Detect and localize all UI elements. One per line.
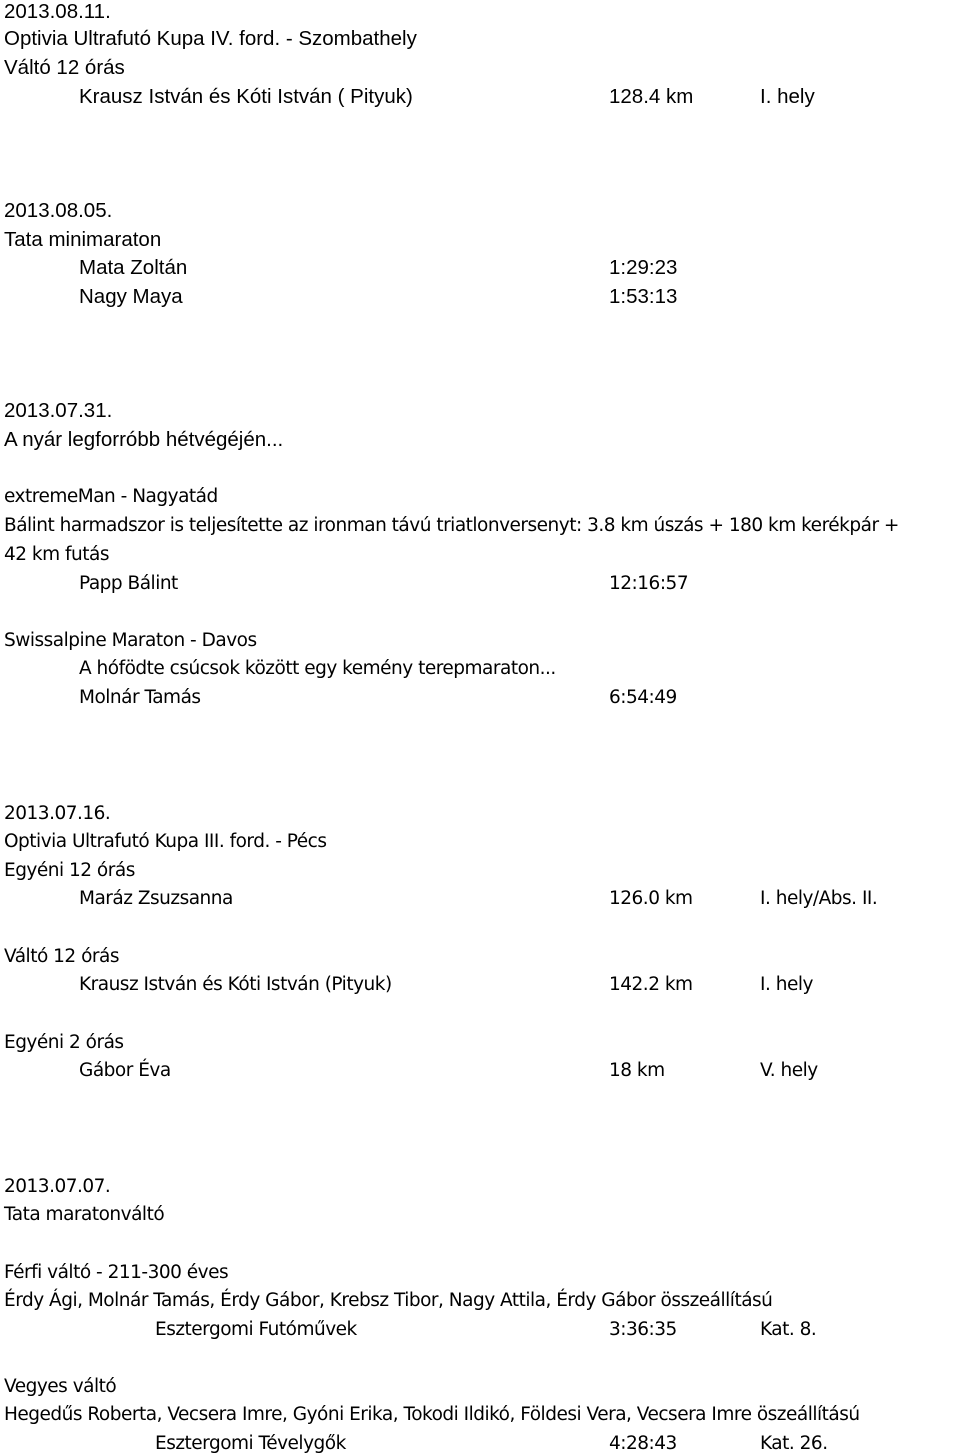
result-place: I. hely/Abs. II. xyxy=(760,888,878,909)
event-title: Tata maratonváltó xyxy=(4,1204,165,1225)
event-title: Tata minimaraton xyxy=(4,228,162,251)
result-time: 1:29:23 xyxy=(609,256,678,279)
result-place: Kat. 26. xyxy=(760,1433,828,1454)
entry-date: 2013.07.16. xyxy=(4,803,111,824)
result-time: 1:53:13 xyxy=(609,285,678,308)
result-place: I. hely xyxy=(760,974,813,995)
result-name: Krausz István és Kóti István (Pityuk) xyxy=(79,974,392,995)
result-name: Papp Bálint xyxy=(79,573,178,594)
category-label: Egyéni 12 órás xyxy=(4,860,135,881)
result-time: 3:36:35 xyxy=(609,1319,677,1340)
race-description: 42 km futás xyxy=(4,544,110,565)
result-time: 12:16:57 xyxy=(609,573,689,594)
team-members: Hegedűs Roberta, Vecsera Imre, Gyóni Erika, Tokodi Ildikó, Földesi Vera, Vecsera Imre öszeállítású xyxy=(4,1404,860,1425)
result-place: I. hely xyxy=(760,85,815,108)
entry-date: 2013.08.05. xyxy=(4,199,113,222)
event-title: Optivia Ultrafutó Kupa IV. ford. - Szombathely xyxy=(4,27,417,50)
result-distance: 18 km xyxy=(609,1060,665,1081)
category-label: Váltó 12 órás xyxy=(4,946,119,967)
entry-intro: A nyár legforróbb hétvégéjén... xyxy=(4,428,284,451)
entry-date: 2013.08.11. xyxy=(4,0,111,23)
category-label: Vegyes váltó xyxy=(4,1376,117,1397)
race-description: Bálint harmadszor is teljesítette az ironman távú triatlonversenyt: 3.8 km úszás + 180 km kerékpár + xyxy=(4,515,899,536)
result-time: 6:54:49 xyxy=(609,687,677,708)
event-title: Optivia Ultrafutó Kupa III. ford. - Pécs xyxy=(4,831,327,852)
result-time: 4:28:43 xyxy=(609,1433,677,1454)
result-distance: 142.2 km xyxy=(609,974,693,995)
category-label: Egyéni 2 órás xyxy=(4,1032,124,1053)
race-title: Swissalpine Maraton - Davos xyxy=(4,630,257,651)
entry-date: 2013.07.07. xyxy=(4,1176,111,1197)
result-place: Kat. 8. xyxy=(760,1319,817,1340)
team-name: Esztergomi Tévelygők xyxy=(155,1433,346,1454)
team-members: Érdy Ági, Molnár Tamás, Érdy Gábor, Krebsz Tibor, Nagy Attila, Érdy Gábor összeállítású xyxy=(4,1290,773,1311)
result-distance: 128.4 km xyxy=(609,85,694,108)
result-name: Nagy Maya xyxy=(79,285,183,308)
result-name: Molnár Tamás xyxy=(79,687,201,708)
race-description: A hófödte csúcsok között egy kemény terepmaraton... xyxy=(79,658,556,679)
result-name: Maráz Zsuzsanna xyxy=(79,888,233,909)
result-distance: 126.0 km xyxy=(609,888,693,909)
result-name: Mata Zoltán xyxy=(79,256,188,279)
category-label: Férfi váltó - 211-300 éves xyxy=(4,1262,229,1283)
result-name: Gábor Éva xyxy=(79,1060,171,1081)
team-name: Esztergomi Futóművek xyxy=(155,1319,357,1340)
result-place: V. hely xyxy=(760,1060,818,1081)
category-label: Váltó 12 órás xyxy=(4,56,125,79)
result-name: Krausz István és Kóti István ( Pityuk) xyxy=(79,85,413,108)
race-title: extremeMan - Nagyatád xyxy=(4,486,218,507)
entry-date: 2013.07.31. xyxy=(4,399,113,422)
